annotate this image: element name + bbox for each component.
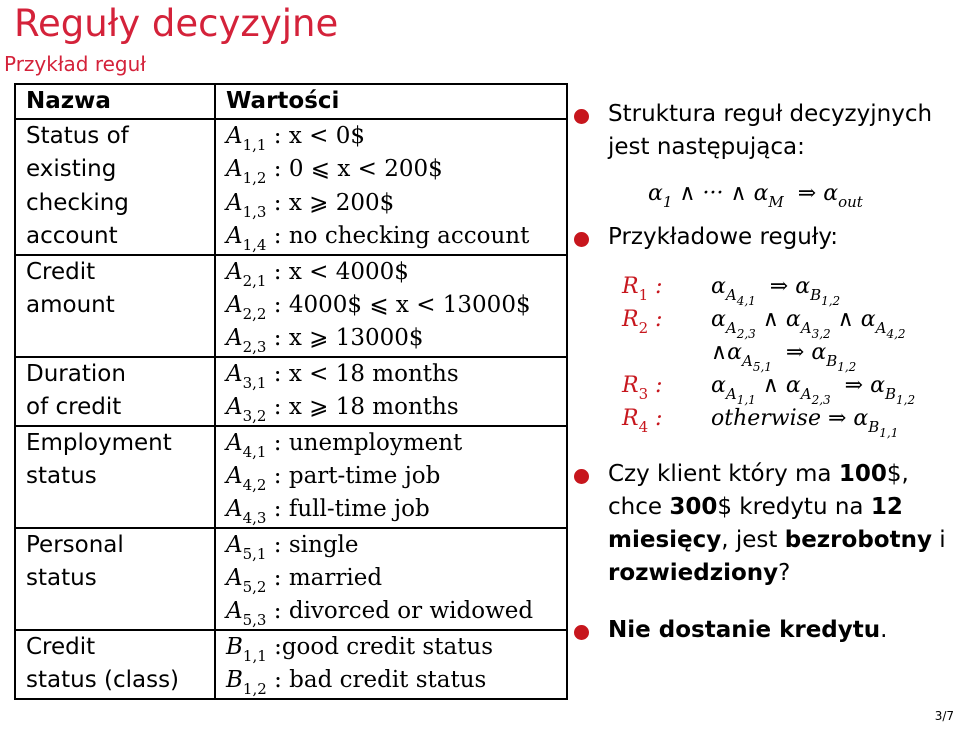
attribute-name: Employment status: [15, 426, 215, 528]
table-row: [15, 357, 567, 426]
question-text: Czy klient który ma 100$, chce 300$ kredytu na 12 miesięcy, jest bezrobotny i rozwiedziony?: [608, 461, 946, 586]
attribute-values: [215, 528, 567, 630]
bullet-examples: [574, 221, 954, 254]
rule-r4: $R_4$ : otherwise ⇒ $\alpha_{B_{1,1}}$: [622, 406, 899, 440]
table-row: [15, 255, 567, 357]
value-item: $A_{4,2}$ : part-time job: [226, 462, 441, 494]
value-item: $A_{3,1}$ : x < 18 months: [226, 360, 459, 392]
value-item: $B_{1,2}$ : bad credit status: [226, 667, 487, 699]
bullet-structure: [574, 98, 954, 164]
attribute-name: Credit amount: [15, 255, 215, 357]
attribute-values: [215, 357, 567, 426]
bullet-dot-icon: [574, 469, 589, 484]
rule-r2: $R_2$ : $\alpha_{A_{2,3}}$ ∧ $\alpha_{A_{3,2}}$ ∧ $\alpha_{A_{4,2}}$: [622, 307, 906, 341]
attribute-name: Personal status: [15, 528, 215, 630]
value-item: $A_{5,3}$ : divorced or widowed: [226, 598, 534, 630]
rule-r3: $R_3$ : $\alpha_{A_{1,1}}$ ∧ $\alpha_{A_{2,3}}$ ⇒ $\alpha_{B_{1,2}}$: [622, 373, 916, 407]
bullet-dot-icon: [574, 625, 589, 640]
attribute-values: [215, 119, 567, 255]
value-item: $A_{3,2}$ : x ⩾ 18 months: [226, 394, 459, 426]
bullet-dot-icon: [574, 109, 589, 124]
table-row: [15, 426, 567, 528]
value-item: $B_{1,1}$ :good credit status: [226, 633, 494, 665]
structure-formula: $\alpha_1$ ∧ ··· ∧ $\alpha_M$ ⇒ $\alpha_{out}$: [648, 181, 863, 211]
bullet-panel: [574, 98, 954, 647]
rules-table: [14, 83, 568, 700]
value-item: $A_{1,2}$ : 0 ⩽ x < 200$: [226, 156, 443, 188]
bullet-answer: Nie dostanie kredytu.: [574, 614, 954, 647]
rules-list: [622, 270, 954, 440]
page-number: 3/7: [934, 709, 954, 723]
value-item: $A_{4,3}$ : full-time job: [226, 496, 430, 528]
attribute-name: Credit status (class): [15, 630, 215, 699]
answer-text: Nie dostanie kredytu: [608, 617, 881, 643]
value-item: $A_{1,3}$ : x ⩾ 200$: [226, 189, 395, 221]
header-name: Nazwa: [15, 84, 215, 119]
attribute-values: [215, 255, 567, 357]
value-item: $A_{5,2}$ : married: [226, 565, 383, 597]
slide-title: Reguły decyzyjne: [14, 2, 339, 45]
rule-r1: $R_1$ : $\alpha_{A_{4,1}}$ ⇒ $\alpha_{B_{1,2}}$: [622, 274, 841, 308]
attribute-values: [215, 426, 567, 528]
value-item: $A_{2,3}$ : x ⩾ 13000$: [226, 325, 424, 357]
value-item: $A_{4,1}$ : unemployment: [226, 429, 463, 461]
table-row: [15, 630, 567, 699]
rule-r2-cont: $\wedge\alpha_{A_{5,1}}$ ⇒ $\alpha_{B_{1,2}}$: [711, 340, 857, 374]
header-values: Wartości: [215, 84, 567, 119]
structure-text: Struktura reguł decyzyjnych jest następująca:: [608, 101, 933, 160]
bullet-question: [574, 458, 954, 590]
examples-label: Przykładowe reguły:: [608, 224, 838, 250]
bullet-dot-icon: [574, 232, 589, 247]
value-item: $A_{5,1}$ : single: [226, 531, 359, 563]
table-row: [15, 119, 567, 255]
slide-subtitle: Przykład reguł: [4, 52, 146, 76]
value-item: $A_{1,4}$ : no checking account: [226, 223, 530, 255]
value-item: $A_{1,1}$ : x < 0$: [226, 123, 365, 154]
attribute-values: [215, 630, 567, 699]
attribute-name: Status of existing checking account: [15, 119, 215, 255]
table-row: [15, 528, 567, 630]
value-item: $A_{2,1}$ : x < 4000$: [226, 258, 409, 290]
attribute-name: Duration of credit: [15, 357, 215, 426]
value-item: $A_{2,2}$ : 4000$ ⩽ x < 13000$: [226, 291, 531, 323]
